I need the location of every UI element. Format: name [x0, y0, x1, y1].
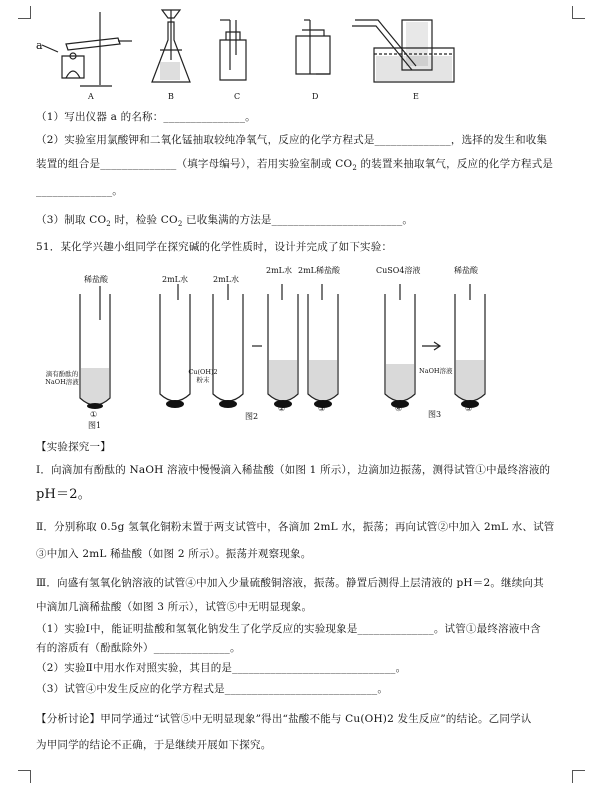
exp1-II-line-2: ③中加入 2mL 稀盐酸（如图 2 所示）。振荡并观察现象。 [36, 548, 312, 560]
fig1-acid-label: 稀盐酸 [84, 275, 108, 284]
bottle-c [220, 40, 246, 80]
q2-line-1: （2）实验室用氯酸钾和二氧化锰抽取较纯净氧气，反应的化学方程式是______________，选择的发生和收集 [36, 134, 548, 146]
fig1-tube-number: ① [90, 410, 98, 419]
sub-q1-line-1: （1）实验Ⅰ中，能证明盐酸和氢氧化钠发生了化学反应的实验现象是______________。试管①最终溶液中含 [36, 623, 541, 635]
fig2-tube-3: ③ [318, 404, 326, 413]
apparatus-label-e: E [413, 92, 419, 101]
exp1-II-line-1: Ⅱ．分别称取 0.5g 氢氧化铜粉末置于两支试管中，各滴加 2mL 水，振荡；再向试管②中加入 2mL 水、试管 [36, 521, 555, 533]
fig3-naoh-label: NaOH溶液 [419, 367, 453, 375]
fig3-caption: 图3 [428, 410, 442, 419]
experiment-figures [0, 260, 602, 430]
fig2-water-label-3: 2mL水 [266, 266, 292, 275]
fig2-tube-2: ② [278, 404, 286, 413]
fig2-powder-label: Cu(OH)2粉末 [188, 368, 218, 384]
test-tube-fig2-b [213, 294, 243, 401]
q2-line-2: 装置的组合是______________（填字母编号），若用实验室制或 $CO_2$ 的装置来抽取氧气，反应的化学方程式是 [36, 158, 554, 173]
sub-q1-line-2: 有的溶质有（酚酞除外）______________。 [36, 642, 241, 654]
fig2-acid-label: 2mL稀盐酸 [298, 266, 340, 275]
test-tube-fig2-a [160, 294, 190, 401]
fig3-cuso4-label: CuSO4溶液 [376, 266, 421, 275]
fig3-tube-4: ④ [395, 404, 403, 413]
bottle-d [296, 36, 330, 74]
exp1-heading: 【实验探究一】 [36, 441, 111, 453]
analysis-line-2: 为甲同学的结论不正确，于是继续开展如下探究。 [36, 739, 272, 751]
q3-line: （3）制取 $CO_2$ 时，检验 $CO_2$ 已收集满的方法是________________________。 [36, 214, 414, 229]
q2-line-3: ______________。 [36, 185, 123, 197]
apparatus-label-b: B [168, 92, 174, 101]
exp1-III-line-1: Ⅲ．向盛有氢氧化钠溶液的试管④中加入少量硫酸铜溶液，振荡。静置后测得上层清液的 pH＝2。继续向其 [36, 577, 544, 589]
exp1-I-line-2: pH＝2。 [36, 487, 91, 502]
sub-q3-line: （3）试管④中发生反应的化学方程式是____________________________。 [36, 683, 389, 695]
exp1-III-line-2: 中滴加几滴稀盐酸（如图 3 所示），试管⑤中无明显现象。 [36, 601, 313, 613]
analysis-line-1: 【分析讨论】甲同学通过“试管⑤中无明显现象”得出“盐酸不能与 Cu(OH)2 发生反应”的结论。乙同学认 [36, 713, 532, 725]
q51-intro: 51．某化学兴趣小组同学在探究碱的化学性质时，设计并完成了如下实验： [36, 241, 393, 253]
fig1-reagent-label: 滴有酚酞的NaOH溶液 [45, 370, 79, 386]
apparatus-label-a: A [88, 92, 94, 101]
crop-mark-bottom-left [18, 770, 31, 783]
crop-mark-bottom-right [572, 770, 585, 783]
apparatus-diagram [0, 0, 602, 100]
q1-line: （1）写出仪器 a 的名称：_______________。 [36, 111, 256, 123]
fig2-water-label-1: 2mL水 [162, 275, 188, 284]
fig3-tube-5: ⑤ [465, 404, 473, 413]
fig1-caption: 图1 [88, 421, 102, 430]
exp1-I-line-1: Ⅰ．向滴加有酚酞的 NaOH 溶液中慢慢滴入稀盐酸（如图 1 所示），边滴加边振荡，测得试管①中最终溶液的 [36, 464, 551, 476]
instrument-a-label: a [36, 39, 43, 52]
fig2-caption: 图2 [245, 412, 259, 421]
apparatus-label-d: D [312, 92, 319, 101]
fig2-water-label-2: 2mL水 [213, 275, 239, 284]
sub-q2-line: （2）实验Ⅱ中用水作对照实验，其目的是______________________________。 [36, 662, 407, 674]
fig3-acid-label: 稀盐酸 [454, 266, 478, 275]
apparatus-label-c: C [234, 92, 241, 101]
test-tube-a [66, 38, 120, 50]
